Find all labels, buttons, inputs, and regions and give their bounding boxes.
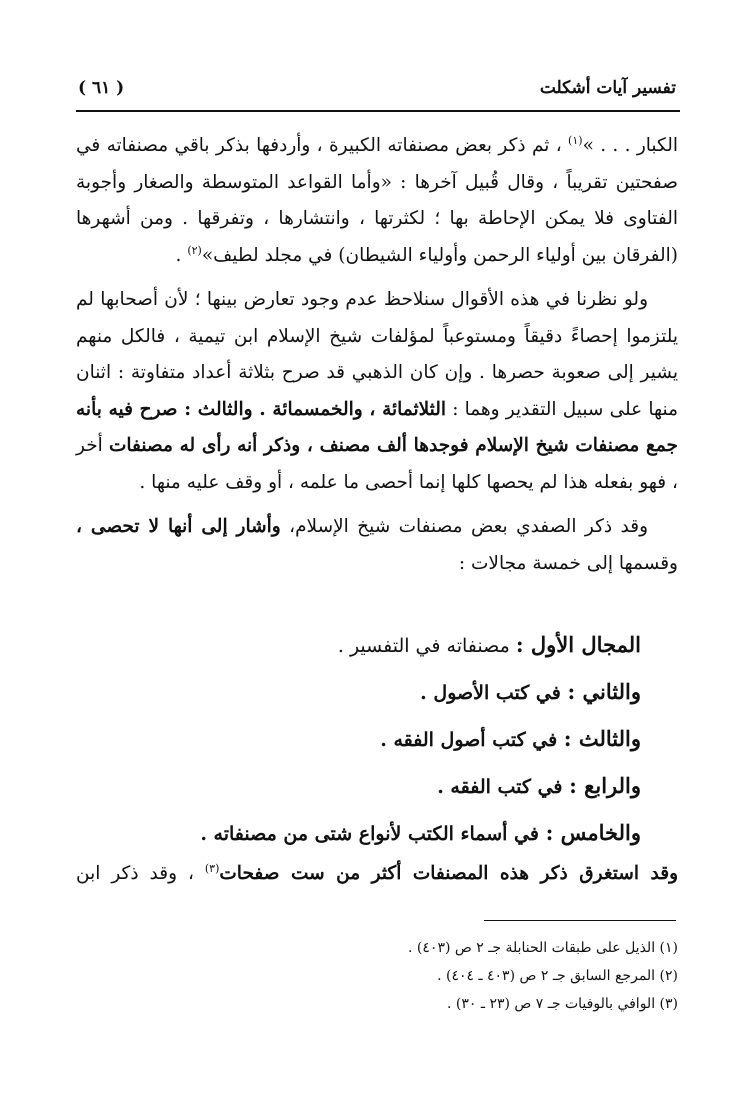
- field-item: [76, 622, 641, 669]
- field-text: في كتب الأصول .: [420, 682, 568, 704]
- footnote-ref-1: (١): [568, 133, 583, 147]
- paragraph-3-emphasis: وأشار إلى أنها لا تحصى ،: [76, 516, 281, 537]
- field-item: [76, 716, 641, 763]
- field-item: [76, 669, 641, 716]
- field-text: في كتب أصول الفقه .: [380, 729, 564, 751]
- footnote-rule: [484, 920, 676, 921]
- paragraph-1-start: الكبار . . . »: [582, 135, 678, 156]
- main-text: [76, 128, 678, 582]
- field-item: [76, 810, 641, 857]
- paragraph-1-body: ، ثم ذكر بعض مصنفاته الكبيرة ، وأردفها بذكر باقي مصنفاته في صفحتين تقريباً ، وقال قُبيل آخرها : «وأما القواعد المتوسطة والصغار وأجوبة الفتاوى فلا يمكن الإحاطة بها ؛ لكثرتها ، وانتشارها ، وتفرقها . ومن أشهرها (الفرقان بين أولياء الرحمن وأولياء الشيطان) في مجلد لطيف»: [76, 135, 678, 266]
- footnote-ref-3: (٣): [204, 861, 220, 875]
- book-title: تفسير آيات أشكلت: [539, 78, 676, 98]
- field-text: في كتب الفقه .: [437, 776, 570, 798]
- paragraph-1-end: .: [175, 244, 188, 266]
- field-label: والرابع :: [569, 773, 641, 798]
- closing-end: ، وقد ذكر ابن: [76, 863, 205, 884]
- footnotes: [200, 934, 678, 1018]
- footnote-3: (٣) الوافي بالوفيات جـ ٧ ص (٢٣ ـ ٣٠) .: [447, 996, 678, 1012]
- field-label: والثاني :: [567, 679, 641, 704]
- footnote-2: (٢) المرجع السابق جـ ٢ ص (٤٠٣ ـ ٤٠٤) .: [437, 968, 678, 984]
- paragraph-2: [76, 282, 678, 501]
- paragraph-1: [76, 128, 678, 274]
- closing-emphasis: وقد استغرق ذكر هذه المصنفات أكثر من ست صفحات: [219, 863, 679, 884]
- field-text: في أسماء الكتب لأنواع شتى من مصنفاته .: [200, 823, 546, 845]
- field-label: والثالث :: [563, 726, 641, 751]
- field-text: مصنفاته في التفسير .: [337, 635, 516, 657]
- footnote-1: (١) الذيل على طبقات الحنابلة جـ ٢ ص (٤٠٣) .: [408, 940, 678, 956]
- paragraph-2-end: أخر ، فهو بفعله هذا لم يحصها كلها إنما أحصى ما علمه ، أو وقف عليه منها .: [76, 435, 678, 493]
- field-item: [76, 763, 641, 810]
- footnote-ref-2: (٢): [187, 243, 202, 257]
- field-label: المجال الأول :: [515, 632, 641, 657]
- fields-list: [76, 622, 641, 857]
- paragraph-3-start: وقد ذكر الصفدي بعض مصنفات شيخ الإسلام،: [280, 516, 649, 537]
- paragraph-2-emphasis: الثلاثمائة ، والخمسمائة . والثالث : صرح فيه بأنه جمع مصنفات شيخ الإسلام فوجدها ألف مصنف ، وذكر أنه رأى له مصنفات: [76, 398, 678, 456]
- field-label: والخامس :: [545, 820, 641, 845]
- header-rule: [76, 110, 680, 112]
- paragraph-3: [76, 509, 678, 582]
- paragraph-2-start: ولو نظرنا في هذه الأقوال سنلاحظ عدم وجود تعارض بينها ؛ لأن أصحابها لم يلتزموا إحصاءً دقيقاً ومستوعباً لمؤلفات شيخ الإسلام ابن تيمية ، فالكل منهم يشير إلى صعوبة حصرها . وإن كان الذهبي قد صرح بثلاثة أعداد متفاوتة : اثنان منها على سبيل التقدير وهما :: [76, 289, 678, 420]
- running-header: [78, 78, 676, 106]
- closing-line: [76, 856, 678, 892]
- paragraph-3-end: وقسمها إلى خمسة مجالات :: [458, 552, 678, 574]
- page-number: ( ٦١ ): [78, 78, 125, 98]
